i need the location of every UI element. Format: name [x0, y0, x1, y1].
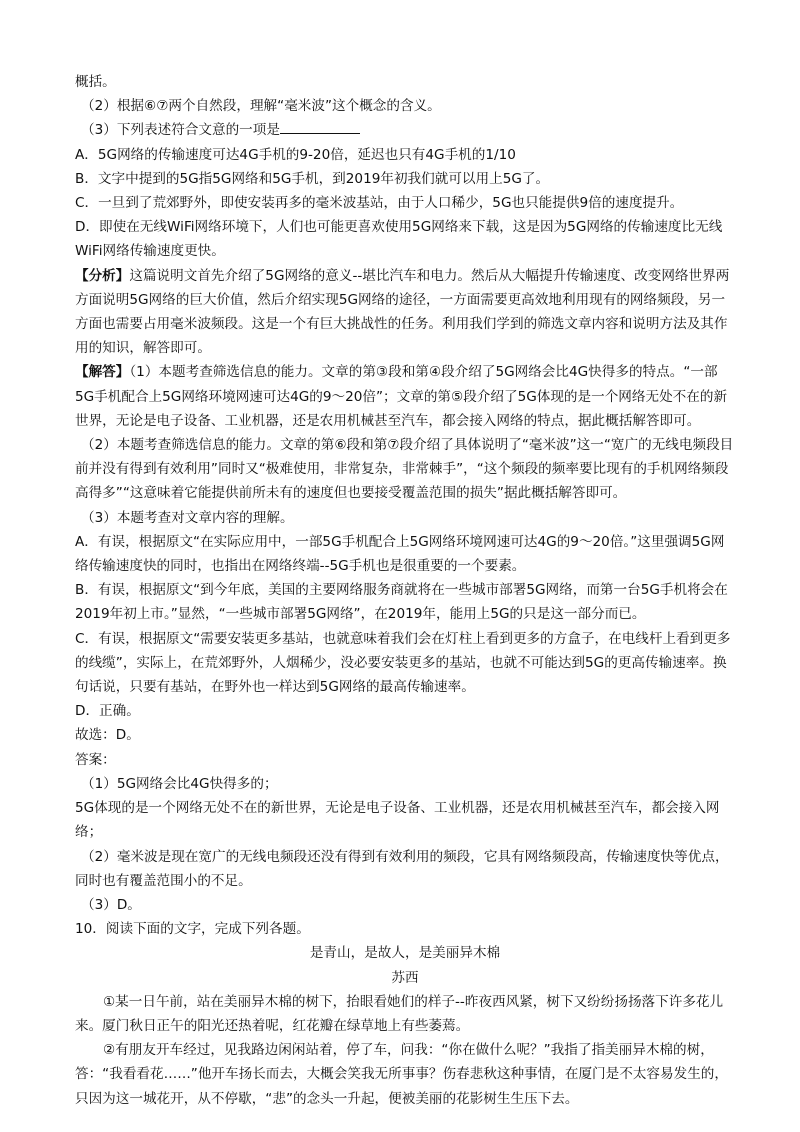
solution-3: （3）本题考查对文章内容的理解。 [81, 509, 294, 526]
question-3-text: （3）下列表述符合文意的一项是 [81, 122, 280, 139]
solution-b: B．有误，根据原文“到今年底，美国的主要网络服务商就将在一些城市部署5G网络，而第一台5G手机将会在2019年初上市。”显然，“一些城市部署5G网络”，在2019年，能用上5G的只是这一部分而已。 [75, 582, 728, 623]
answer-blank [280, 119, 360, 134]
solution-c: C．有误，根据原文“需要安装更多基站，也就意味着我们会在灯柱上看到更多的方盒子，在电线杆上看到更多的线缆”，实际上，在荒郊野外，人烟稀少，没必要安装更多的基站，也就不可能达到5G的更高传输速率。换句话说，只要有基站，在野外也一样达到5G网络的最高传输速率。 [75, 630, 731, 696]
article-paragraph-2: ②有朋友开车经过，见我路边闲闲站着，停了车，问我：“你在做什么呢？”我指了指美丽异木棉的树，答：“我看看花……”他开车扬长而去，大概会笑我无所事事？伤春悲秋这种事情，在厦门是不太容易发生的，只因为这一城花开，从不停歇，“悲”的念头一升起，便被美丽的花影树生生压下去。 [75, 1042, 728, 1107]
article-title: 是青山，是故人，是美丽异木棉 [309, 945, 501, 962]
solution-2: （2）本题考查筛选信息的能力。文章的第⑥段和第⑦段介绍了具体说明了“毫米波”这一“宽广的无线电频段目前并没有得到有效利用”同时又“极难使用，非常复杂，非常棘手”，“这个频段的频率要比现有的手机网络频段高得多”“这意味着它能提供前所未有的速度但也要接受覆盖范围的损失”据此概括解答即可。 [75, 437, 734, 502]
analysis-label: 【分析】 [75, 267, 130, 284]
question-10: 10．阅读下面的文字，完成下列各题。 [75, 921, 310, 938]
answer-3: （3）D。 [81, 896, 141, 913]
text-line: 概括。 [75, 74, 116, 90]
answer-1: （1）5G网络会比4G快得多的； [81, 775, 278, 792]
option-c: C．一旦到了荒郊野外，即使安装再多的毫米波基站，由于人口稀少，5G也只能提供9倍的速度提升。 [75, 195, 684, 212]
solution-paragraph [75, 360, 735, 433]
solution-text: （1）本题考查筛选信息的能力。文章的第③段和第④段介绍了5G网络会比4G快得多的特点。“一部5G手机配合上5G网络环境网速可达4G的9～20倍”；文章的第⑤段介绍了5G体现的是一个网络无处不在的新世界，无论是电子设备、工业机器，还是农用机械甚至汽车，都会接入网络的特点，据此概括解答即可。 [75, 364, 728, 429]
option-a: A．5G网络的传输速度可达4G手机的9-20倍，延迟也只有4G手机的1/10 [75, 146, 516, 163]
answer-heading: 答案： [75, 751, 116, 768]
answer-2: （2）毫米波是现在宽广的无线电频段还没有得到有效利用的频段，它具有网络频段高，传输速度快等优点，同时也有覆盖范围小的不足。 [75, 848, 729, 889]
option-d: D．即使在无线WiFi网络环境下，人们也可能更喜欢使用5G网络来下载，这是因为5G网络的传输速度比无线WiFi网络传输速度更快。 [75, 219, 723, 260]
article-author: 苏西 [391, 969, 419, 986]
question-3 [75, 118, 735, 142]
choice-line: 故选：D。 [75, 727, 140, 744]
question-2: （2）根据⑥⑦两个自然段，理解“毫米波”这个概念的含义。 [81, 98, 441, 115]
analysis-paragraph [75, 264, 735, 361]
analysis-text: 这篇说明文首先介绍了5G网络的意义--堪比汽车和电力。然后从大幅提升传输速度、改变网络世界两方面说明5G网络的巨大价值，然后介绍实现5G网络的途径，一方面需要更高效地利用现有的网络频段，另一方面也需要占用毫米波频段。这是一个有巨大挑战性的任务。利用我们学到的筛选文章内容和说明方法及其作用的知识，解答即可。 [75, 267, 730, 357]
article-paragraph-1: ①某一日午前，站在美丽异木棉的树下，抬眼看她们的样子--昨夜西风紧，树下又纷纷扬扬落下许多花儿来。厦门秋日正午的阳光还热着呢，红花瓣在绿草地上有些萎蔫。 [75, 993, 724, 1034]
document-page [75, 70, 735, 1111]
answer-1-cont: 5G体现的是一个网络无处不在的新世界，无论是电子设备、工业机器，还是农用机械甚至汽车，都会接入网络； [75, 800, 720, 841]
solution-a: A．有误，根据原文“在实际应用中，一部5G手机配合上5G网络环境网速可达4G的9～20倍。”这里强调5G网络传输速度快的同时，也指出在网络终端--5G手机也是很重要的一个要素。 [75, 533, 725, 575]
option-b: B．文字中提到的5G指5G网络和5G手机，到2019年初我们就可以用上5G了。 [75, 170, 550, 187]
solution-d: D．正确。 [75, 703, 140, 720]
solution-label: 【解答】 [75, 364, 130, 381]
